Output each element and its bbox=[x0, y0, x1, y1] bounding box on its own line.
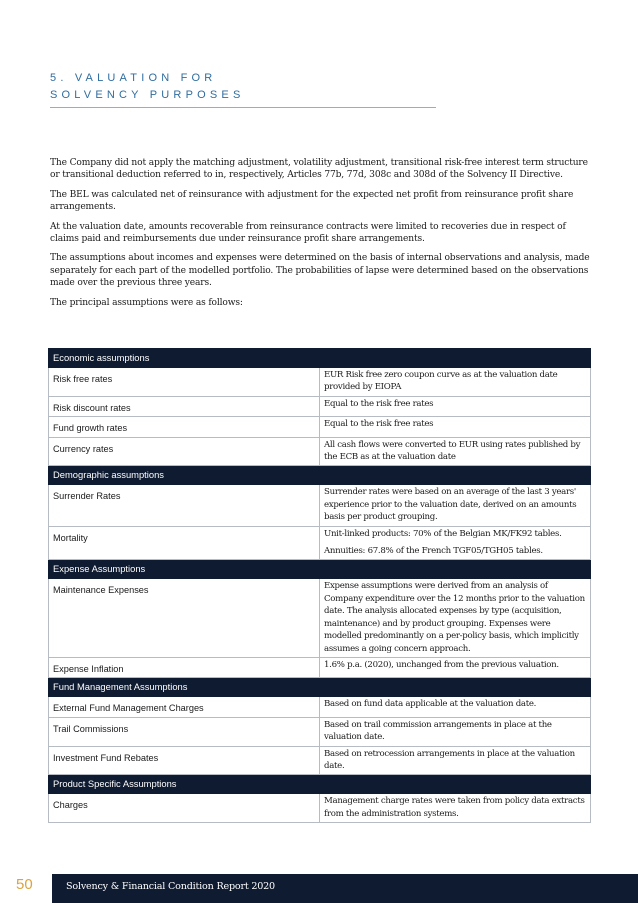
table-row bbox=[49, 437, 591, 466]
row-label: Risk discount rates bbox=[49, 396, 320, 416]
table-row bbox=[49, 697, 591, 717]
row-value: EUR Risk free zero coupon curve as at the valuation date provided by EIOPA bbox=[320, 368, 591, 397]
section-header-fund-management: Fund Management Assumptions bbox=[49, 678, 591, 697]
row-value: Expense assumptions were derived from an analysis of Company expenditure over the 12 months prior to the valuation date. The analysis allocated expenses by type (acquisition, maintenance) and by product grouping. Expenses were modelled predominantly on a per-policy basis, which implicitly assumes a going concern approach. bbox=[320, 579, 591, 657]
body-text bbox=[50, 157, 595, 316]
row-label: Mortality bbox=[49, 526, 320, 560]
section-title-line1: 5. VALUATION FOR bbox=[50, 72, 217, 84]
table-row bbox=[49, 794, 591, 823]
row-label: Surrender Rates bbox=[49, 485, 320, 526]
assumptions-table bbox=[48, 348, 591, 823]
table-section-header bbox=[49, 349, 591, 368]
footer-bar bbox=[52, 874, 638, 903]
row-label: Trail Commissions bbox=[49, 717, 320, 746]
row-label: Maintenance Expenses bbox=[49, 579, 320, 657]
table-section-header bbox=[49, 678, 591, 697]
section-title bbox=[50, 70, 244, 104]
title-divider bbox=[50, 107, 436, 108]
row-value: Based on fund data applicable at the valuation date. bbox=[320, 697, 591, 717]
row-value-line: Unit-linked products: 70% of the Belgian MK/FK92 tables. bbox=[324, 528, 562, 539]
table-row bbox=[49, 717, 591, 746]
row-value: 1.6% p.a. (2020), unchanged from the previous valuation. bbox=[320, 657, 591, 677]
table-section-header bbox=[49, 466, 591, 485]
row-value: Surrender rates were based on an average of the last 3 years' experience prior to the valuation date, derived on an amounts basis per product grouping. bbox=[320, 485, 591, 526]
table-row bbox=[49, 417, 591, 437]
row-value: Based on trail commission arrangements in place at the valuation date. bbox=[320, 717, 591, 746]
table-row bbox=[49, 368, 591, 397]
table-row bbox=[49, 526, 591, 560]
paragraph: The BEL was calculated net of reinsurance with adjustment for the expected net profit from reinsurance profit share arrangements. bbox=[50, 189, 574, 213]
section-title-line2: SOLVENCY PURPOSES bbox=[50, 89, 245, 101]
table-section-header bbox=[49, 560, 591, 579]
row-value: All cash flows were converted to EUR using rates published by the ECB as at the valuation date bbox=[320, 437, 591, 466]
page-number: 50 bbox=[16, 876, 33, 893]
section-header-product-specific: Product Specific Assumptions bbox=[49, 775, 591, 794]
paragraph: The principal assumptions were as follows: bbox=[50, 297, 243, 308]
row-value-multi bbox=[320, 526, 591, 560]
row-label: Fund growth rates bbox=[49, 417, 320, 437]
table-row bbox=[49, 485, 591, 526]
section-header-demographic: Demographic assumptions bbox=[49, 466, 591, 485]
paragraph: The assumptions about incomes and expenses were determined on the basis of internal observations and analysis, made separately for each part of the modelled portfolio. The probabilities of lapse were determined based on the observations made over the previous three years. bbox=[50, 253, 590, 289]
section-header-economic: Economic assumptions bbox=[49, 349, 591, 368]
paragraph: The Company did not apply the matching adjustment, volatility adjustment, transitional risk-free interest term structure or transitional deduction referred to in, respectively, Articles 77b, 77d, 308c and 308d of the Solvency II Directive. bbox=[50, 158, 588, 181]
row-value: Management charge rates were taken from policy data extracts from the administration systems. bbox=[320, 794, 591, 823]
row-value-line: Annuities: 67.8% of the French TGF05/TGH05 tables. bbox=[324, 546, 543, 557]
row-value: Equal to the risk free rates bbox=[320, 396, 591, 416]
footer-report-title: Solvency & Financial Condition Report 2020 bbox=[66, 881, 275, 892]
row-label: External Fund Management Charges bbox=[49, 697, 320, 717]
table-row bbox=[49, 579, 591, 657]
table-row bbox=[49, 746, 591, 775]
table-row bbox=[49, 657, 591, 677]
row-label: Charges bbox=[49, 794, 320, 823]
section-header-expense: Expense Assumptions bbox=[49, 560, 591, 579]
row-label: Risk free rates bbox=[49, 368, 320, 397]
row-value: Based on retrocession arrangements in place at the valuation date. bbox=[320, 746, 591, 775]
row-label: Expense Inflation bbox=[49, 657, 320, 677]
table-row bbox=[49, 396, 591, 416]
table-section-header bbox=[49, 775, 591, 794]
paragraph: At the valuation date, amounts recoverable from reinsurance contracts were limited to recoveries due in respect of claims paid and reimbursements due under reinsurance profit share arrangements. bbox=[50, 221, 566, 245]
row-value: Equal to the risk free rates bbox=[320, 417, 591, 437]
row-label: Investment Fund Rebates bbox=[49, 746, 320, 775]
row-label: Currency rates bbox=[49, 437, 320, 466]
